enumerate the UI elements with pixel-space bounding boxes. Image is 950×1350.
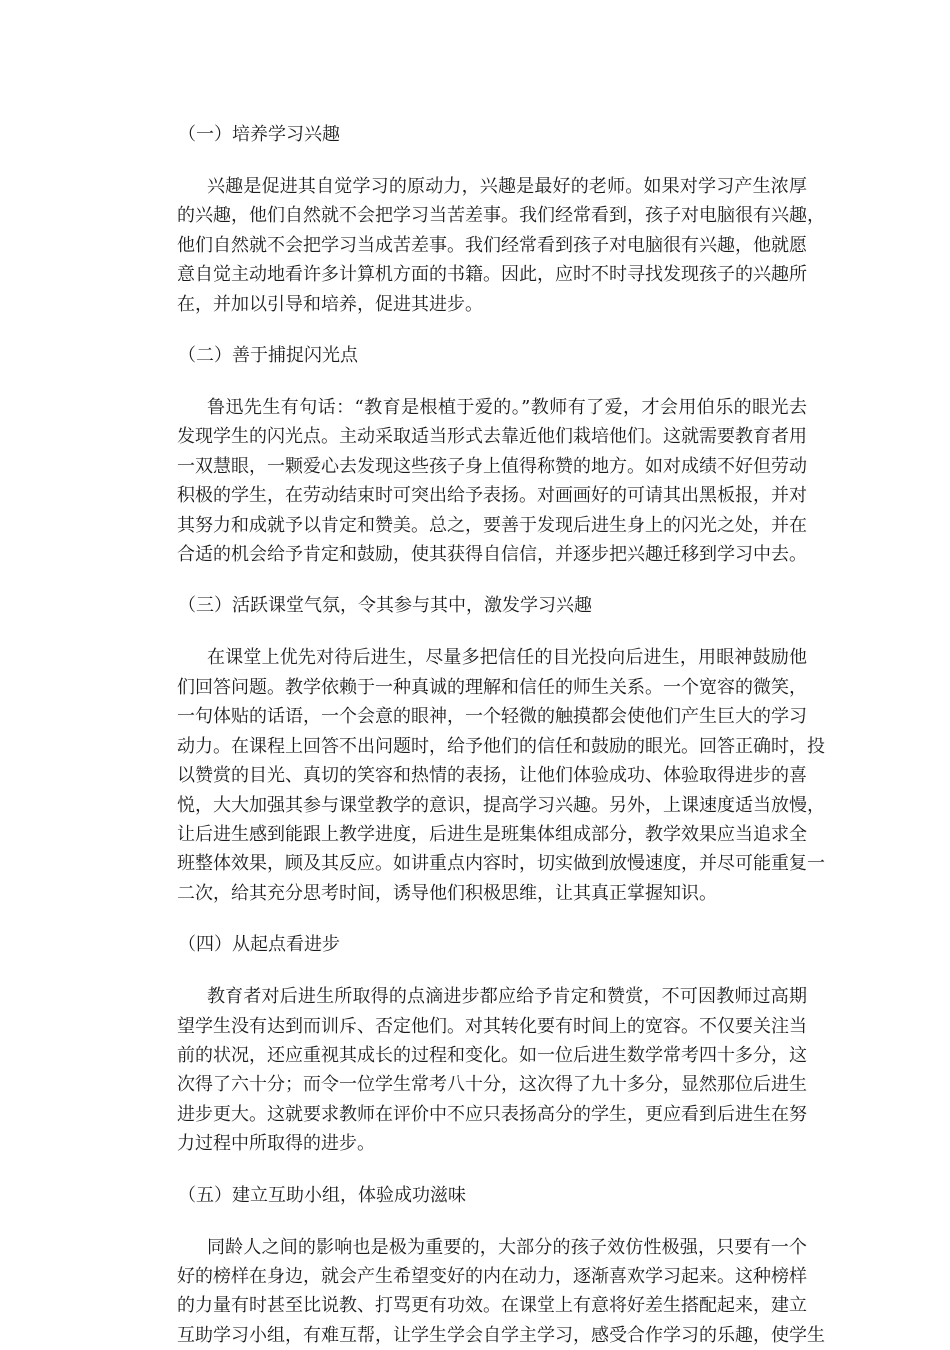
section-heading: （二）善于捕捉闪光点 [178,345,358,367]
section-2 [145,341,807,569]
paragraph-line: 互助学习小组，有难互帮，让学生学会自学主学习，感受合作学习的乐趣，使学生 [177,1324,825,1346]
paragraph-line: 力过程中所取得的进步。 [177,1133,375,1155]
paragraph-line: 鲁迅先生有句话：“教育是根植于爱的。”教师有了爱，才会用伯乐的眼光去 [207,397,807,419]
section-heading: （一）培养学习兴趣 [178,124,340,145]
paragraph-line: 在，并加以引导和培养，促进其进步。 [177,293,483,315]
section-heading: （三）活跃课堂气氛，令其参与其中，激发学习兴趣 [178,595,592,617]
section-paragraph [145,982,807,1158]
document-page [145,120,825,1350]
paragraph-line: 二次，给其充分思考时间，诱导他们积极思维，让其真正掌握知识。 [177,882,717,904]
paragraph-line: 让后进生感到能跟上教学进度，后进生是班集体组成部分，教学效果应当追求全 [177,823,807,845]
section-heading: （五）建立互助小组，体验成功滋味 [178,1184,466,1206]
paragraph-line: 的兴趣，他们自然就不会把学习当苦差事。我们经常看到，孩子对电脑很有兴趣， [177,205,825,227]
paragraph-line: 意自觉主动地看许多计算机方面的书籍。因此，应时不时寻找发现孩子的兴趣所 [177,264,807,286]
paragraph-line: 悦，大大加强其参与课堂教学的意识，提高学习兴趣。另外，上课速度适当放慢， [177,794,825,816]
section-heading: （四）从起点看进步 [178,934,340,956]
paragraph-line: 在课堂上优先对待后进生，尽量多把信任的目光投向后进生，用眼神鼓励他 [207,647,807,669]
section-1 [145,120,825,319]
paragraph-line: 以赞赏的目光、真切的笑容和热情的表扬，让他们体验成功、体验取得进步的喜 [177,765,807,787]
paragraph-line: 其努力和成就予以肯定和赞美。总之，要善于发现后进生身上的闪光之处，并在 [177,514,807,536]
paragraph-line: 前的状况，还应重视其成长的过程和变化。如一位后进生数学常考四十多分，这 [177,1044,807,1066]
section-3 [145,591,825,908]
paragraph-line: 积极的学生，在劳动结束时可突出给予表扬。对画画好的可请其出黑板报，并对 [177,485,807,507]
paragraph-line: 发现学生的闪光点。主动采取适当形式去靠近他们栽培他们。这就需要教育者用 [177,426,807,448]
paragraph-line: 望学生没有达到而训斥、否定他们。对其转化要有时间上的宽容。不仅要关注当 [177,1015,807,1037]
section-paragraph [145,1233,825,1350]
paragraph-line: 的力量有时甚至比说教、打骂更有功效。在课堂上有意将好差生搭配起来，建立 [177,1295,807,1317]
section-5 [145,1181,825,1350]
paragraph-line: 同龄人之间的影响也是极为重要的，大部分的孩子效仿性极强，只要有一个 [207,1236,807,1258]
section-4 [145,930,807,1158]
paragraph-line: 们回答问题。教学依赖于一种真诚的理解和信任的师生关系。一个宽容的微笑， [177,676,807,698]
paragraph-line: 他们自然就不会把学习当成苦差事。我们经常看到孩子对电脑很有兴趣，他就愿 [177,234,807,256]
section-paragraph [145,172,825,319]
paragraph-line: 兴趣是促进其自觉学习的原动力，兴趣是最好的老师。如果对学习产生浓厚 [207,176,807,197]
paragraph-line: 进步更大。这就要求教师在评价中不应只表扬高分的学生，更应看到后进生在努 [177,1103,807,1125]
paragraph-line: 动力。在课程上回答不出问题时，给予他们的信任和鼓励的眼光。回答正确时，投 [177,735,825,757]
paragraph-line: 合适的机会给予肯定和鼓励，使其获得自信信，并逐步把兴趣迁移到学习中去。 [177,544,807,566]
paragraph-line: 教育者对后进生所取得的点滴进步都应给予肯定和赞赏，不可因教师过高期 [207,986,807,1008]
section-paragraph [145,393,807,569]
paragraph-line: 一句体贴的话语，一个会意的眼神，一个轻微的触摸都会使他们产生巨大的学习 [177,706,807,728]
section-paragraph [145,643,825,908]
paragraph-line: 班整体效果，顾及其反应。如讲重点内容时，切实做到放慢速度，并尽可能重复一 [177,853,825,875]
paragraph-line: 好的榜样在身边，就会产生希望变好的内在动力，逐渐喜欢学习起来。这种榜样 [177,1265,807,1287]
paragraph-line: 次得了六十分；而令一位学生常考八十分，这次得了九十多分，显然那位后进生 [177,1074,807,1096]
paragraph-line: 一双慧眼，一颗爱心去发现这些孩子身上值得称赞的地方。如对成绩不好但劳动 [177,455,807,477]
